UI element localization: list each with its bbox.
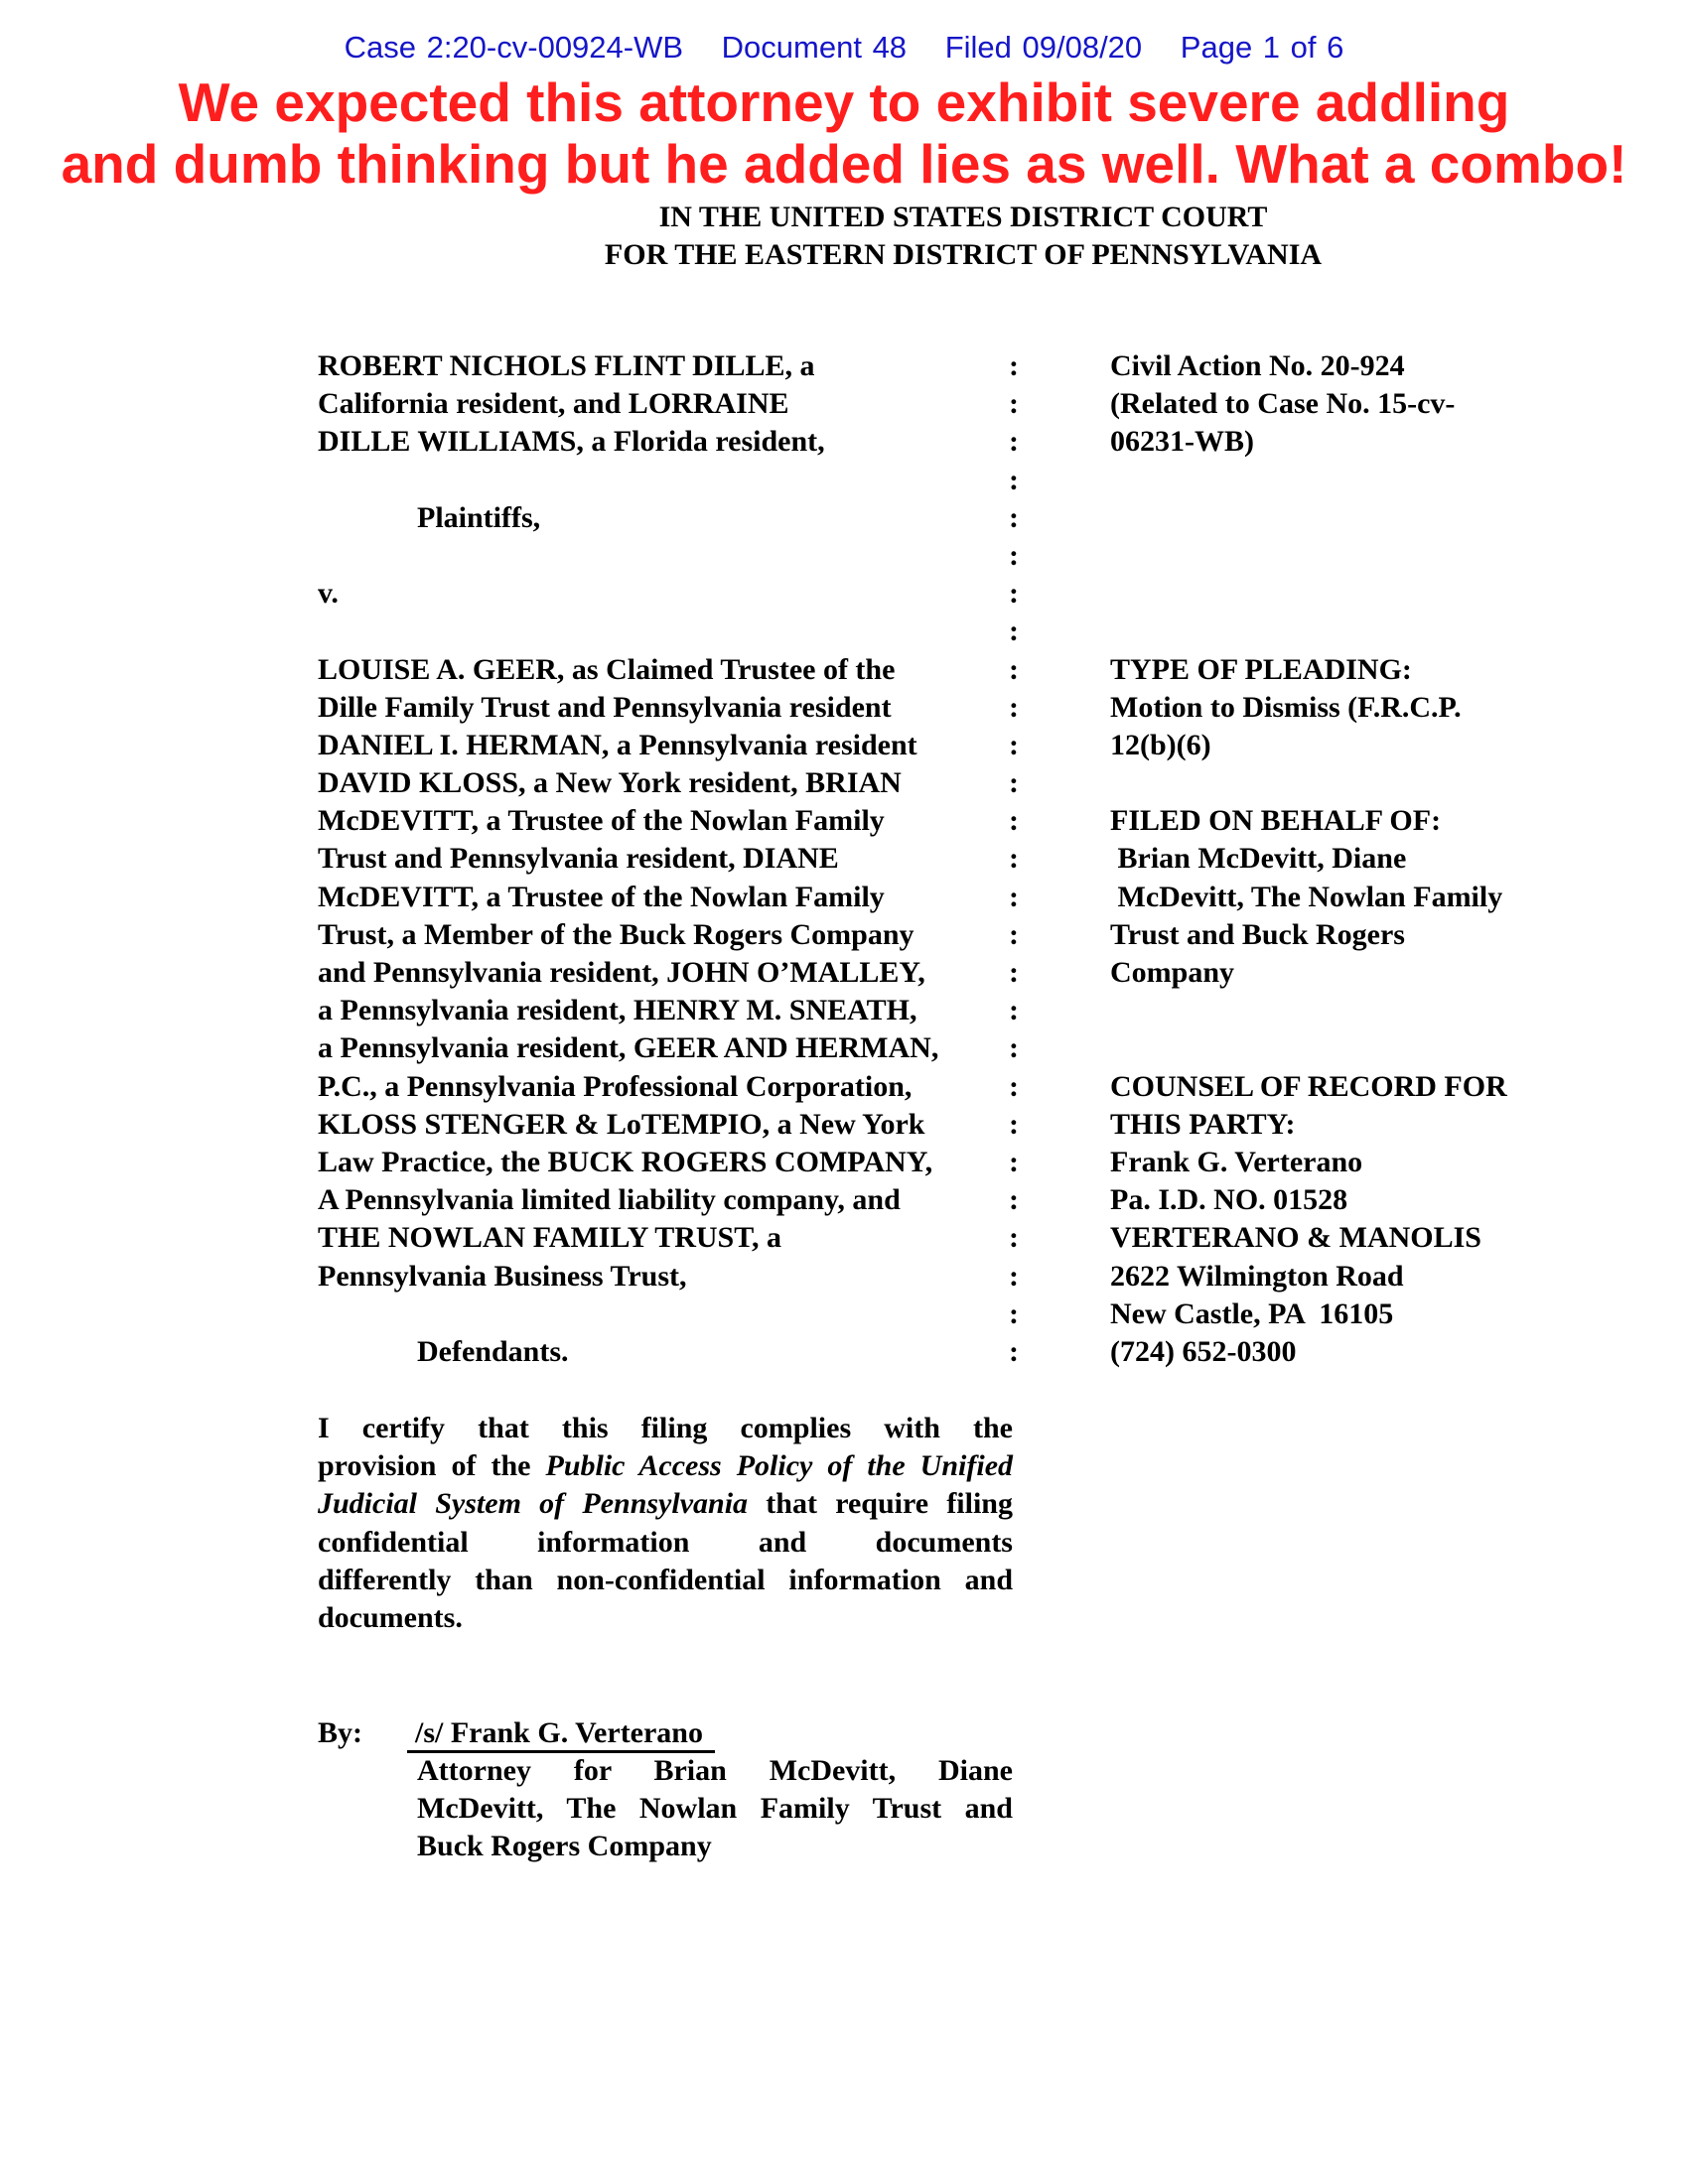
caption-detail-line [1110, 537, 1577, 575]
attorney-line: Attorney for Brian McDevitt, Diane [417, 1754, 1013, 1787]
caption-detail-line [1110, 1029, 1577, 1067]
annotation-line-1: We expected this attorney to exhibit severe addling [178, 71, 1510, 133]
caption-detail-line: 2622 Wilmington Road [1110, 1259, 1404, 1293]
caption-colon: : [1009, 994, 1019, 1027]
caption-colons [1009, 347, 1029, 1371]
caption-detail-line: VERTERANO & MANOLIS [1110, 1221, 1481, 1255]
caption-colon: : [1009, 349, 1019, 382]
caption-party-line: KLOSS STENGER & LoTEMPIO, a New York [318, 1107, 925, 1141]
caption-colon: : [1009, 1031, 1019, 1065]
caption-detail-line: (Related to Case No. 15-cv- [1110, 387, 1456, 421]
court-line-2: FOR THE EASTERN DISTRICT OF PENNSYLVANIA [604, 238, 1323, 271]
by-label: By: [318, 1716, 362, 1749]
caption-party-line: California resident, and LORRAINE [318, 387, 789, 421]
caption-colon: : [1009, 1259, 1019, 1293]
caption-detail-line: THIS PARTY: [1110, 1107, 1296, 1141]
caption-detail-line: Civil Action No. 20-924 [1110, 349, 1405, 382]
document-number: Document 48 [721, 30, 908, 65]
cert-line: differently than non-confidential information and [318, 1563, 1013, 1596]
case-number: Case 2:20-cv-00924-WB [344, 30, 684, 65]
caption-colon: : [1009, 880, 1019, 913]
caption-party-line: a Pennsylvania resident, HENRY M. SNEATH, [318, 994, 917, 1027]
caption-party-line: Dille Family Trust and Pennsylvania resident [318, 690, 892, 724]
caption-colon: : [1009, 690, 1019, 724]
cert-line: provision of the Public Access Policy of the Unified [318, 1449, 1014, 1483]
attorney-for [417, 1752, 1013, 1866]
caption-colon: : [1009, 1145, 1019, 1178]
annotation-line-2: and dumb thinking but he added lies as well. What a combo! [61, 133, 1627, 195]
caption-colon: : [1009, 1334, 1019, 1368]
caption-party-line: ROBERT NICHOLS FLINT DILLE, a [318, 349, 815, 382]
caption-party-line: a Pennsylvania resident, GEER AND HERMAN, [318, 1031, 939, 1065]
caption-colon: : [1009, 1183, 1019, 1217]
caption-party-line: DAVID KLOSS, a New York resident, BRIAN [318, 766, 902, 800]
caption-colon: : [1009, 463, 1019, 496]
caption-party-line: P.C., a Pennsylvania Professional Corporation, [318, 1069, 913, 1103]
cert-line: I certify that this filing complies with the [318, 1412, 1013, 1444]
court-heading [437, 199, 1489, 274]
certification-paragraph [318, 1410, 1013, 1637]
caption-party-line: McDEVITT, a Trustee of the Nowlan Family [318, 880, 885, 913]
caption-colon: : [1009, 804, 1019, 838]
caption-detail-line: TYPE OF PLEADING: [1110, 652, 1412, 686]
caption-colon: : [1009, 577, 1019, 611]
caption-party-line: A Pennsylvania limited liability company, and [318, 1183, 901, 1217]
signature: /s/ Frank G. Verterano [415, 1716, 703, 1749]
caption-detail-line: Brian McDevitt, Diane [1110, 842, 1407, 876]
caption-colon: : [1009, 917, 1019, 951]
caption-colon: : [1009, 1221, 1019, 1255]
caption-party-line: DANIEL I. HERMAN, a Pennsylvania resident [318, 728, 917, 761]
caption-party-line: v. [318, 577, 339, 611]
caption-colon: : [1009, 652, 1019, 686]
court-line-1: IN THE UNITED STATES DISTRICT COURT [658, 201, 1268, 233]
cert-line: documents. [318, 1601, 463, 1635]
caption-colon: : [1009, 1069, 1019, 1103]
caption-detail-line: McDevitt, The Nowlan Family [1110, 880, 1503, 913]
caption-party-line [318, 613, 1013, 650]
caption-party-line: Law Practice, the BUCK ROGERS COMPANY, [318, 1145, 933, 1178]
caption-party-line: Plaintiffs, [417, 500, 541, 534]
caption-detail-line: New Castle, PA 16105 [1110, 1297, 1394, 1330]
caption-party-line: Trust, a Member of the Buck Rogers Company [318, 917, 914, 951]
caption-colon: : [1009, 1297, 1019, 1330]
caption-party-line [318, 1296, 1013, 1333]
caption-detail-line: Pa. I.D. NO. 01528 [1110, 1183, 1348, 1217]
caption-detail-line: FILED ON BEHALF OF: [1110, 804, 1442, 838]
caption-detail-line: 12(b)(6) [1110, 728, 1211, 761]
filed-date: Filed 09/08/20 [944, 30, 1143, 65]
caption-detail-line [1110, 992, 1577, 1029]
caption-party-line [318, 537, 1013, 575]
caption-detail-line: Frank G. Verterano [1110, 1145, 1363, 1178]
page-indicator: Page 1 of 6 [1180, 30, 1344, 65]
caption-colon: : [1009, 538, 1019, 572]
caption-party-line: THE NOWLAN FAMILY TRUST, a [318, 1221, 782, 1255]
caption-party-line: Pennsylvania Business Trust, [318, 1259, 687, 1293]
caption-detail-line [1110, 462, 1577, 499]
caption-party-line: and Pennsylvania resident, JOHN O’MALLEY, [318, 956, 925, 989]
caption-detail-line: Motion to Dismiss (F.R.C.P. [1110, 690, 1462, 724]
attorney-line: McDevitt, The Nowlan Family Trust and [417, 1792, 1013, 1826]
caption-detail-line: 06231-WB) [1110, 425, 1254, 459]
caption-detail-line [1110, 499, 1577, 537]
red-annotation [0, 71, 1688, 195]
caption-party-line: Defendants. [417, 1334, 569, 1368]
caption-colon: : [1009, 614, 1019, 648]
caption-detail-line: Trust and Buck Rogers [1110, 917, 1405, 951]
policy-title: Public Access Policy of the Unified [545, 1449, 1014, 1483]
ecf-header [0, 30, 1688, 66]
caption-party-line: Trust and Pennsylvania resident, DIANE [318, 842, 839, 876]
caption-party-line [318, 462, 1013, 499]
caption-colon: : [1009, 387, 1019, 421]
caption-colon: : [1009, 842, 1019, 876]
caption-detail-line: (724) 652-0300 [1110, 1334, 1297, 1368]
caption-colon: : [1009, 766, 1019, 800]
caption-colon: : [1009, 1107, 1019, 1141]
caption-party-line: McDEVITT, a Trustee of the Nowlan Family [318, 804, 885, 838]
caption-detail-line [1110, 764, 1577, 802]
caption-party-line: DILLE WILLIAMS, a Florida resident, [318, 425, 825, 459]
caption-detail-line [1110, 613, 1577, 650]
caption-details [1110, 347, 1577, 1371]
policy-title: Judicial System of Pennsylvania [318, 1487, 749, 1521]
caption-colon: : [1009, 425, 1019, 459]
signature-line [407, 1714, 715, 1753]
caption-parties [318, 347, 1013, 1371]
cert-line: Judicial System of Pennsylvania that require filing [318, 1487, 1013, 1521]
caption-detail-line: COUNSEL OF RECORD FOR [1110, 1069, 1507, 1103]
cert-line: confidential information and documents [318, 1525, 1013, 1559]
caption-detail-line: Company [1110, 956, 1235, 989]
caption-colon: : [1009, 956, 1019, 989]
caption-colon: : [1009, 500, 1019, 534]
caption-party-line: LOUISE A. GEER, as Claimed Trustee of the [318, 652, 896, 686]
attorney-line: Buck Rogers Company [417, 1830, 712, 1863]
caption-colon: : [1009, 728, 1019, 761]
caption-detail-line [1110, 575, 1577, 613]
